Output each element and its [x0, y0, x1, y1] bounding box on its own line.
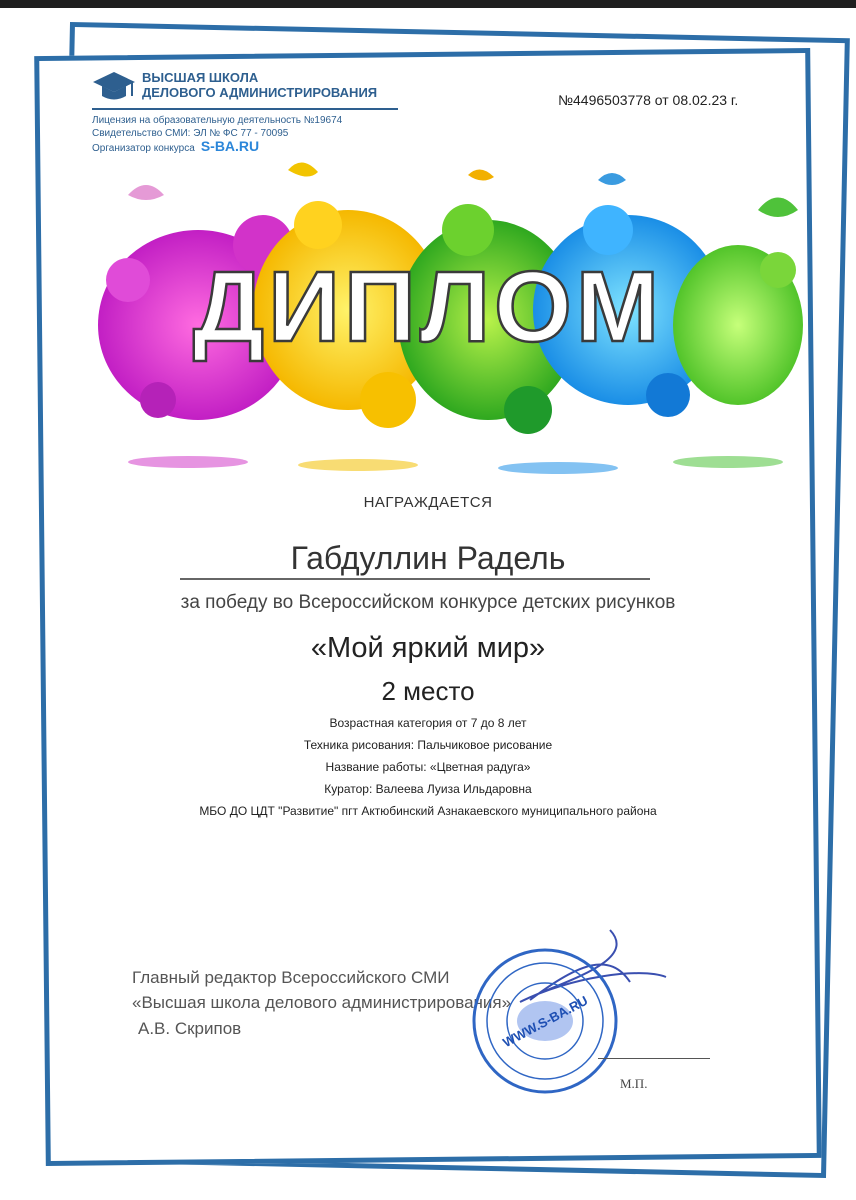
signer-name: А.В. Скрипов [138, 1019, 242, 1038]
award-reason: за победу во Всероссийском конкурсе детских рисунков [180, 592, 676, 613]
document-number: №4496503778 от 08.02.23 г. [558, 92, 739, 108]
official-stamp [470, 946, 620, 1096]
license-text: Лицензия на образовательную деятельность №19674 [92, 115, 343, 126]
organization-name-line1: ВЫСШАЯ ШКОЛА [142, 70, 259, 85]
stamp-site-text: WWW.S-BA.RU [500, 992, 591, 1051]
detail-curator: Куратор: Валеева Луиза Ильдаровна [324, 782, 532, 796]
editor-line2: «Высшая школа делового администрирования» [132, 993, 512, 1012]
organization-logo [92, 70, 377, 104]
detail-work-title: Название работы: «Цветная радуга» [325, 760, 531, 774]
awarded-label: НАГРАЖДАЕТСЯ [363, 494, 493, 511]
organization-name [142, 70, 377, 100]
contest-name: «Мой яркий мир» [310, 632, 546, 664]
detail-technique: Техника рисования: Пальчиковое рисование [303, 738, 553, 752]
graduation-cap-icon [92, 70, 136, 104]
recipient-name: Габдуллин Радель [290, 540, 566, 576]
place-award: 2 место [381, 676, 475, 706]
seal-place-label: М.П. [620, 1076, 648, 1091]
details-block [0, 712, 856, 822]
editor-line1: Главный редактор Всероссийского СМИ [132, 968, 450, 987]
detail-institution: МБО ДО ЦДТ "Развитие" пгт Актюбинский Азнакаевского муниципального района [199, 804, 657, 818]
media-certificate-text: Свидетельство СМИ: ЭЛ № ФС 77 - 70095 [92, 128, 289, 139]
top-edge-bar [0, 0, 856, 8]
diploma-title: ДИПЛОМ [192, 251, 664, 363]
signature-line [598, 1058, 710, 1059]
organization-name-line2: ДЕЛОВОГО АДМИНИСТРИРОВАНИЯ [142, 85, 378, 100]
organizer-site: S-BA.RU [200, 138, 260, 154]
organizer-label: Организатор конкурса [92, 143, 195, 154]
detail-age-category: Возрастная категория от 7 до 8 лет [329, 716, 527, 730]
license-block [92, 114, 342, 155]
editor-block [132, 965, 511, 1015]
name-underline [180, 578, 650, 580]
logo-divider [92, 108, 398, 110]
